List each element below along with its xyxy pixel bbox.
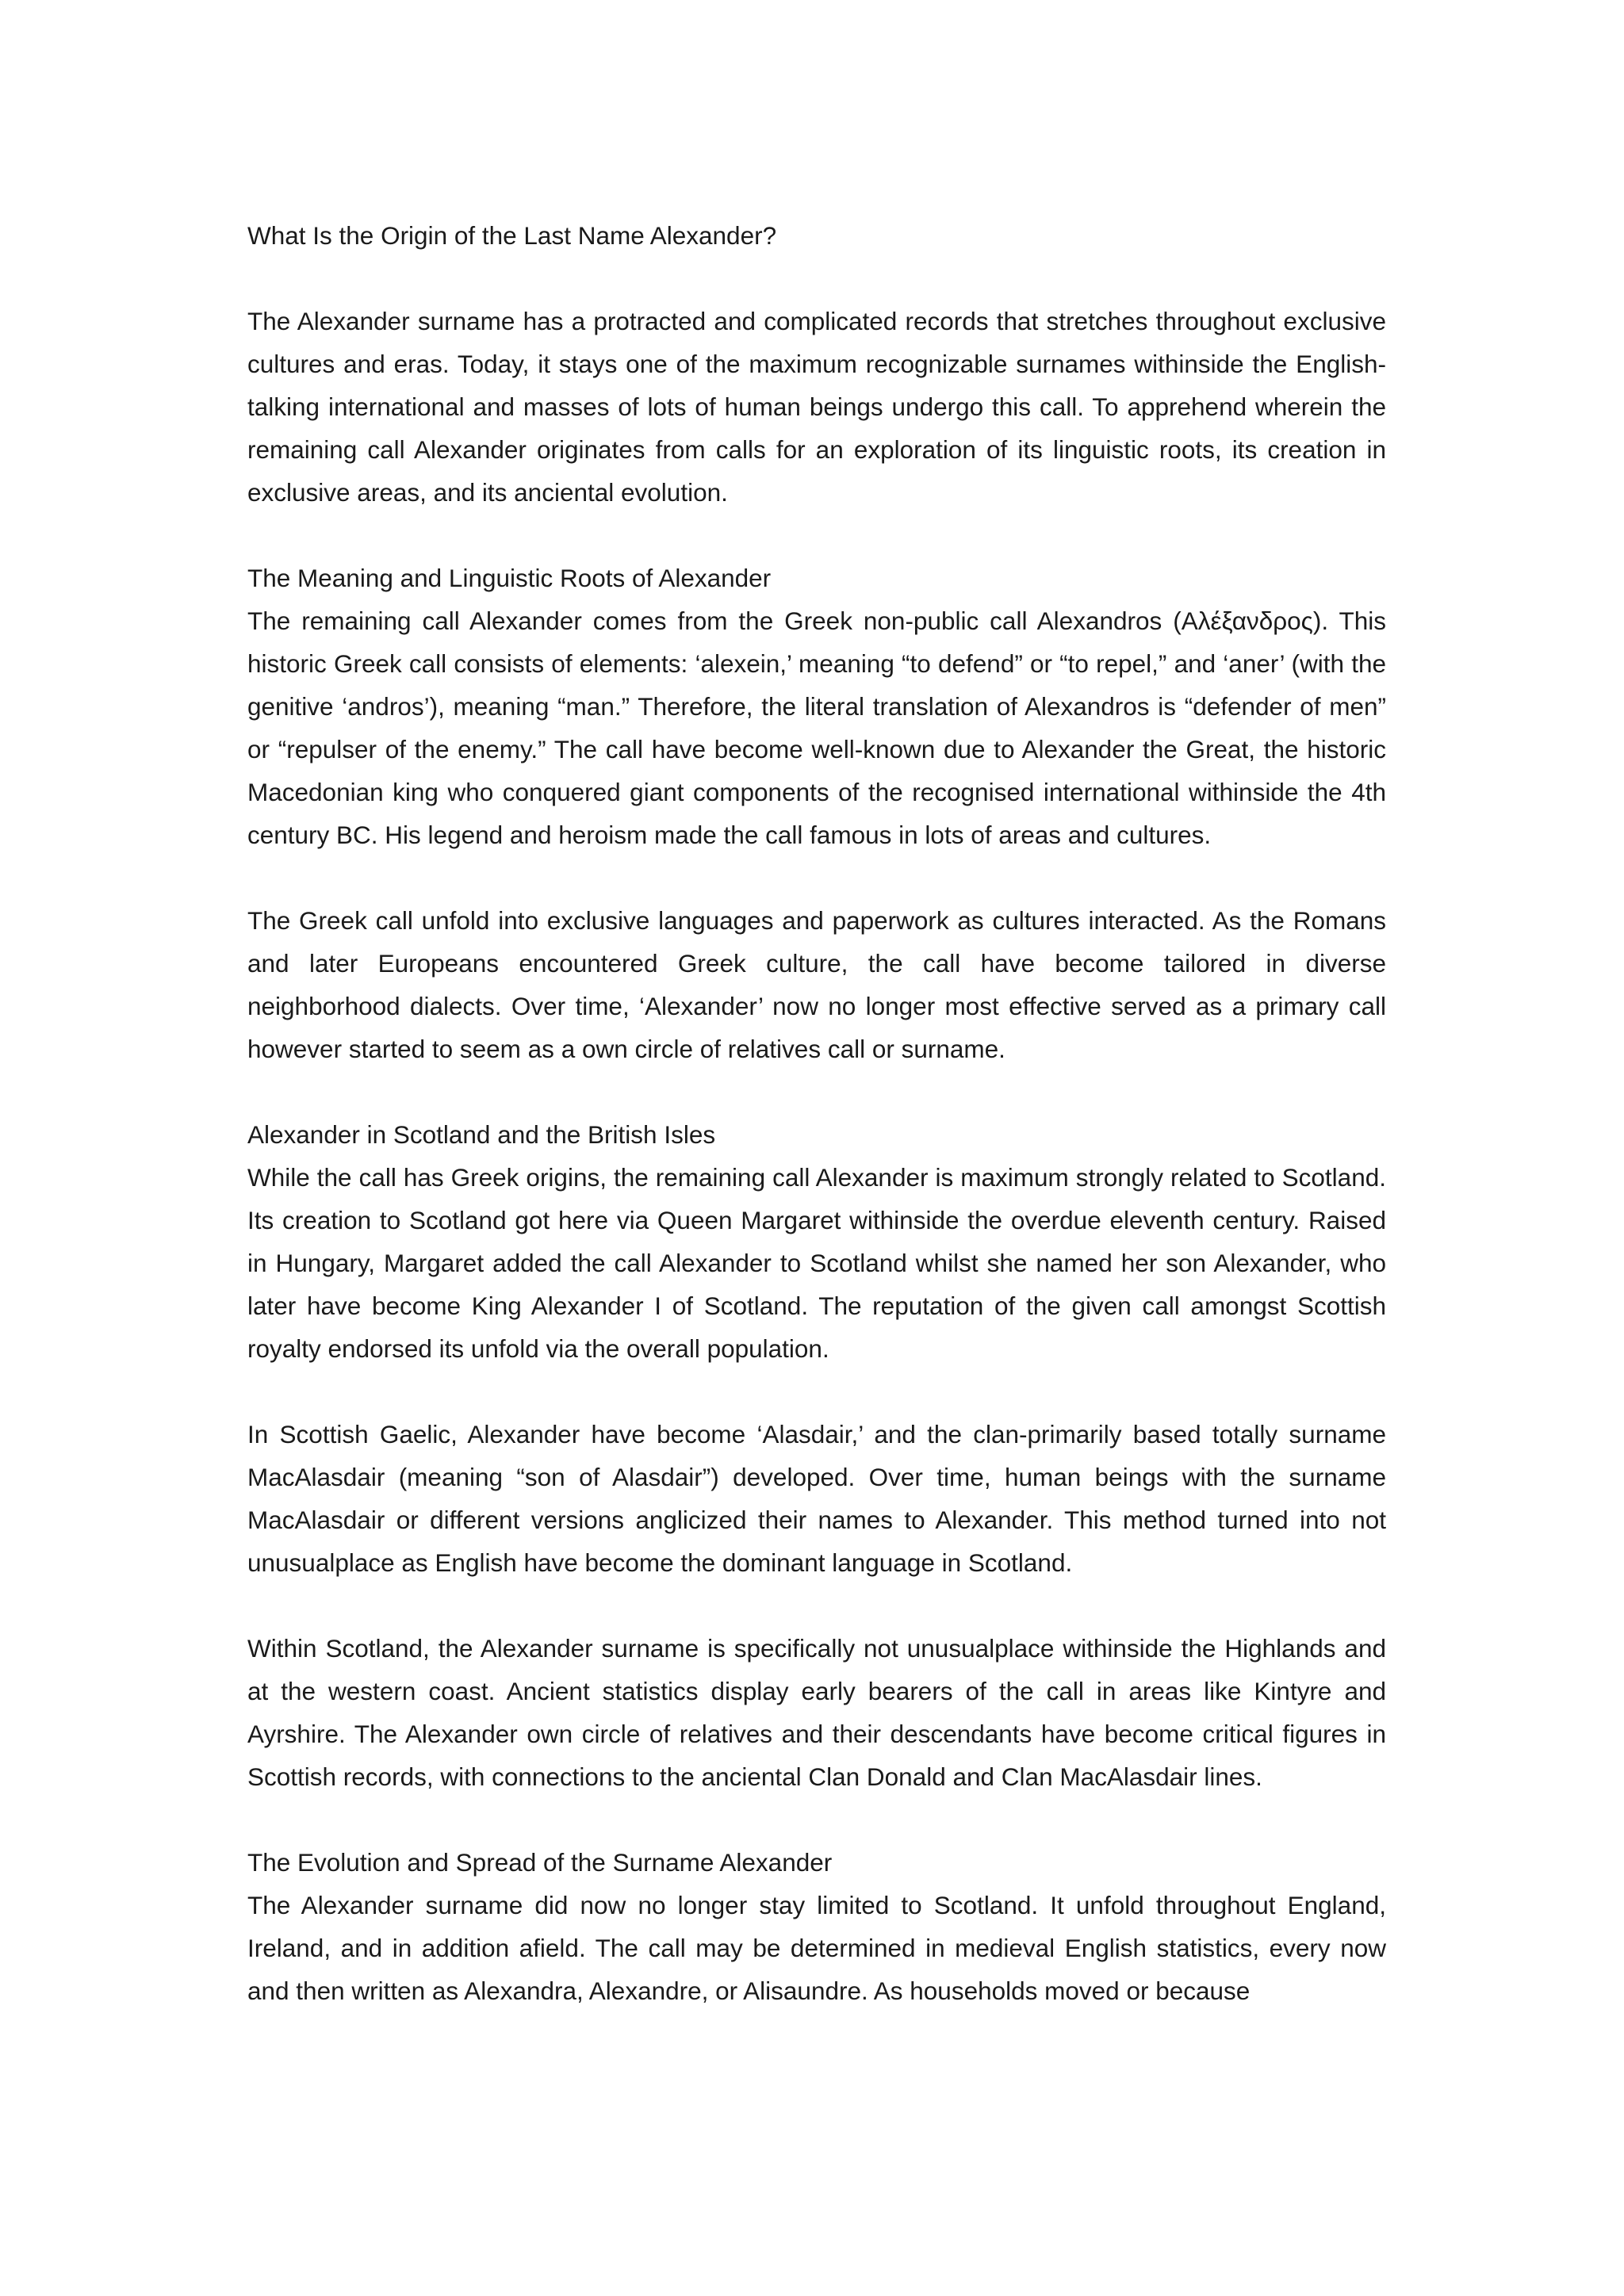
spacer	[247, 514, 1386, 557]
section-heading-evolution: The Evolution and Spread of the Surname Alexander	[247, 1848, 833, 1877]
spacer	[247, 1070, 1386, 1113]
spacer	[247, 856, 1386, 899]
document-title: What Is the Origin of the Last Name Alexander?	[247, 221, 777, 250]
spacer	[247, 257, 1386, 300]
paragraph: The remaining call Alexander comes from the Greek non-public call Alexandros (Αλέξανδρος). This historic Greek call consists of elements: ‘alexein,’ meaning “to defend” or “to repel,” and ‘aner’ (with the genitive ‘andros’), meaning “man.” Therefore, the literal translation of Alexandros is “defender of men” or “repulser of the enemy.” The call have become well-known due to Alexander the Great, the historic Macedonian king who conquered giant components of the recognised international withinside the 4th century BC. His legend and heroism made the call famous in lots of areas and cultures.	[247, 607, 1386, 849]
document-page	[247, 214, 1386, 2012]
spacer	[247, 1370, 1386, 1413]
paragraph: In Scottish Gaelic, Alexander have become ‘Alasdair,’ and the clan-primarily based totally surname MacAlasdair (meaning “son of Alasdair”) developed. Over time, human beings with the surname MacAlasdair or different versions anglicized their names to Alexander. This method turned into not unusualplace as English have become the dominant language in Scotland.	[247, 1420, 1386, 1577]
spacer	[247, 1798, 1386, 1841]
intro-paragraph: The Alexander surname has a protracted and complicated records that stretches throughout exclusive cultures and eras. Today, it stays one of the maximum recognizable surnames withinside the English-talking international and masses of lots of human beings undergo this call. To apprehend wherein the remaining call Alexander originates from calls for an exploration of its linguistic roots, its creation in exclusive areas, and its anciental evolution.	[247, 307, 1386, 507]
section-heading-scotland: Alexander in Scotland and the British Isles	[247, 1120, 716, 1149]
paragraph: The Alexander surname did now no longer stay limited to Scotland. It unfold throughout England, Ireland, and in addition afield. The call may be determined in medieval English statistics, every now and then written as Alexandra, Alexandre, or Alisaundre. As households moved or because	[247, 1891, 1386, 2005]
spacer	[247, 1584, 1386, 1627]
paragraph: Within Scotland, the Alexander surname is specifically not unusualplace withinside the Highlands and at the western coast. Ancient statistics display early bearers of the call in areas like Kintyre and Ayrshire. The Alexander own circle of relatives and their descendants have become critical figures in Scottish records, with connections to the anciental Clan Donald and Clan MacAlasdair lines.	[247, 1634, 1386, 1791]
paragraph: While the call has Greek origins, the remaining call Alexander is maximum strongly related to Scotland. Its creation to Scotland got here via Queen Margaret withinside the overdue eleventh century. Raised in Hungary, Margaret added the call Alexander to Scotland whilst she named her son Alexander, who later have become King Alexander I of Scotland. The reputation of the given call amongst Scottish royalty endorsed its unfold via the overall population.	[247, 1163, 1386, 1363]
paragraph: The Greek call unfold into exclusive languages and paperwork as cultures interacted. As the Romans and later Europeans encountered Greek culture, the call have become tailored in diverse neighborhood dialects. Over time, ‘Alexander’ now no longer most effective served as a primary call however started to seem as a own circle of relatives call or surname.	[247, 906, 1386, 1063]
section-heading-meaning: The Meaning and Linguistic Roots of Alexander	[247, 564, 772, 592]
